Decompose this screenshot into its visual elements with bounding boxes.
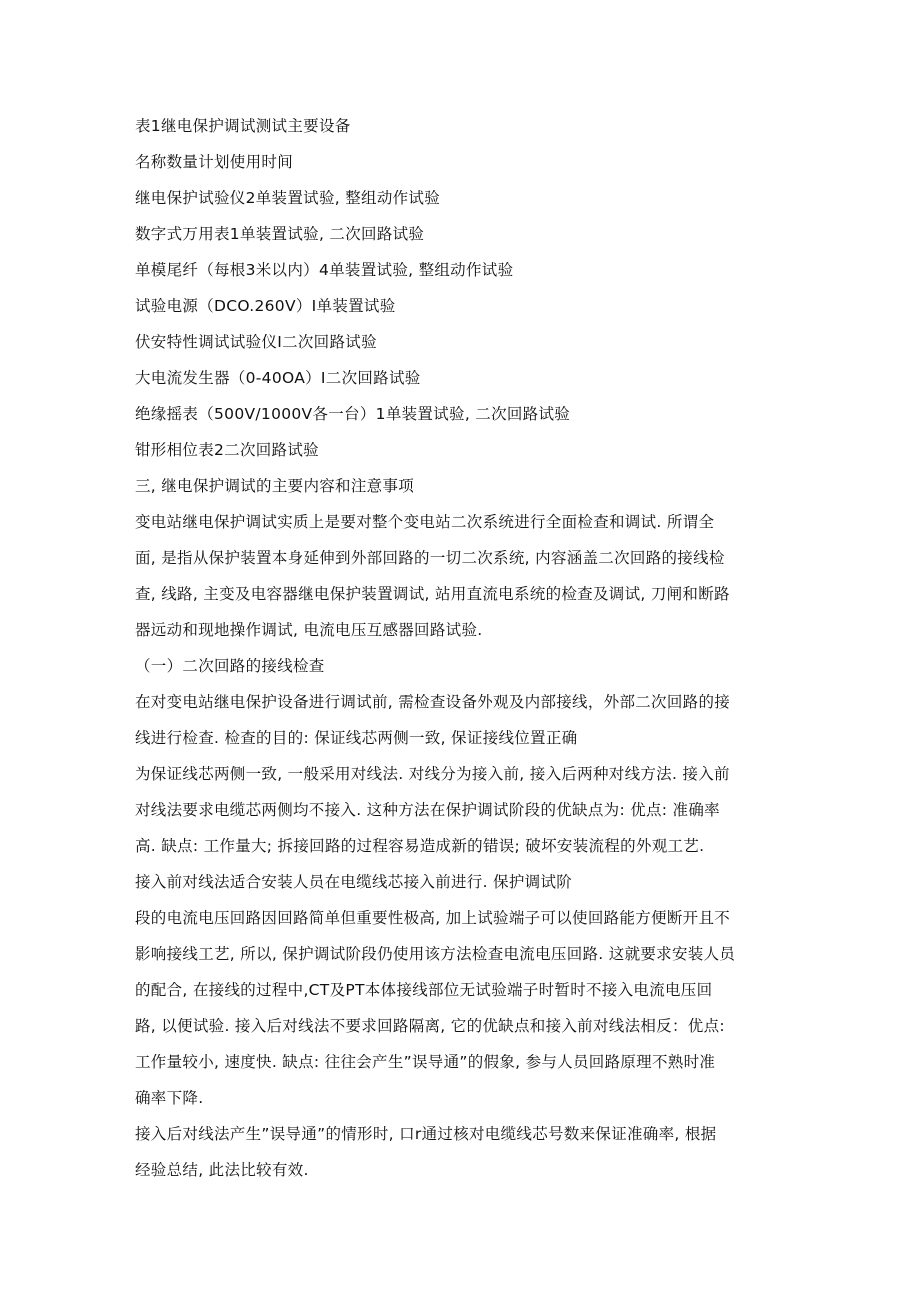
- table-caption: 表1继电保护调试测试主要设备: [135, 117, 351, 135]
- paragraph-line: 工作量较小, 速度快. 缺点: 往往会产生”误导通”的假象, 参与人员回路原理不熟时准: [135, 1053, 716, 1071]
- paragraph-line: 经验总结, 此法比较有效.: [135, 1161, 309, 1179]
- paragraph-line: 器远动和现地操作调试, 电流电压互感器回路试验.: [135, 621, 483, 639]
- table-row: 数字式万用表1单装置试验, 二次回路试验: [135, 225, 425, 243]
- table-row: 大电流发生器（0-40OA）I二次回路试验: [135, 369, 421, 387]
- paragraph-line: 高. 缺点: 工作量大; 拆接回路的过程容易造成新的错误; 破坏安装流程的外观工艺.: [135, 837, 705, 855]
- paragraph-line: 在对变电站继电保护设备进行调试前, 需检查设备外观及内部接线，外部二次回路的接: [135, 693, 731, 711]
- table-row: 钳形相位表2二次回路试验: [135, 441, 319, 459]
- document-body: [135, 108, 775, 1188]
- table-header: 名称数量计划使用时间: [135, 153, 294, 171]
- paragraph-line: 段的电流电压回路因回路简单但重要性极高, 加上试验端子可以使回路能方便断开且不: [135, 909, 731, 927]
- section-heading: 三, 继电保护调试的主要内容和注意事项: [135, 477, 415, 495]
- paragraph-line: 接入前对线法适合安装人员在电缆线芯接入前进行. 保护调试阶: [135, 873, 573, 891]
- paragraph-line: 确率下降.: [135, 1089, 204, 1107]
- paragraph-line: 对线法要求电缆芯两侧均不接入. 这种方法在保护调试阶段的优缺点为: 优点: 准确率: [135, 801, 720, 819]
- table-row: 试验电源（DCO.260V）I单装置试验: [135, 297, 396, 315]
- paragraph-line: 线进行检查. 检查的目的: 保证线芯两侧一致, 保证接线位置正确: [135, 729, 578, 747]
- subsection-heading: （一）二次回路的接线检查: [135, 657, 325, 675]
- paragraph-line: 查, 线路, 主变及电容器继电保护装置调试, 站用直流电系统的检查及调试, 刀闸和断路: [135, 585, 730, 603]
- table-row: 继电保护试验仪2单装置试验, 整组动作试验: [135, 189, 441, 207]
- table-row: 绝缘摇表（500V/1000V各一台）1单装置试验, 二次回路试验: [135, 405, 571, 423]
- table-row: 伏安特性调试试验仪I二次回路试验: [135, 333, 377, 351]
- paragraph-line: 为保证线芯两侧一致, 一般采用对线法. 对线分为接入前, 接入后两种对线方法. 接入前: [135, 765, 730, 783]
- table-row: 单模尾纤（每根3米以内）4单装置试验, 整组动作试验: [135, 261, 514, 279]
- paragraph-line: 变电站继电保护调试实质上是要对整个变电站二次系统进行全面检查和调试. 所谓全: [135, 513, 715, 531]
- paragraph-line: 接入后对线法产生”误导通”的情形时, 口r通过核对电缆线芯号数来保证准确率, 根据: [135, 1125, 717, 1143]
- paragraph-line: 路, 以便试验. 接入后对线法不要求回路隔离, 它的优缺点和接入前对线法相反：优点:: [135, 1017, 725, 1035]
- paragraph-line: 面, 是指从保护装置本身延伸到外部回路的一切二次系统, 内容涵盖二次回路的接线检: [135, 549, 725, 567]
- paragraph-line: 的配合, 在接线的过程中,CT及PT本体接线部位无试验端子时暂时不接入电流电压回: [135, 981, 713, 999]
- paragraph-line: 影响接线工艺, 所以, 保护调试阶段仍使用该方法检查电流电压回路. 这就要求安装人员: [135, 945, 736, 963]
